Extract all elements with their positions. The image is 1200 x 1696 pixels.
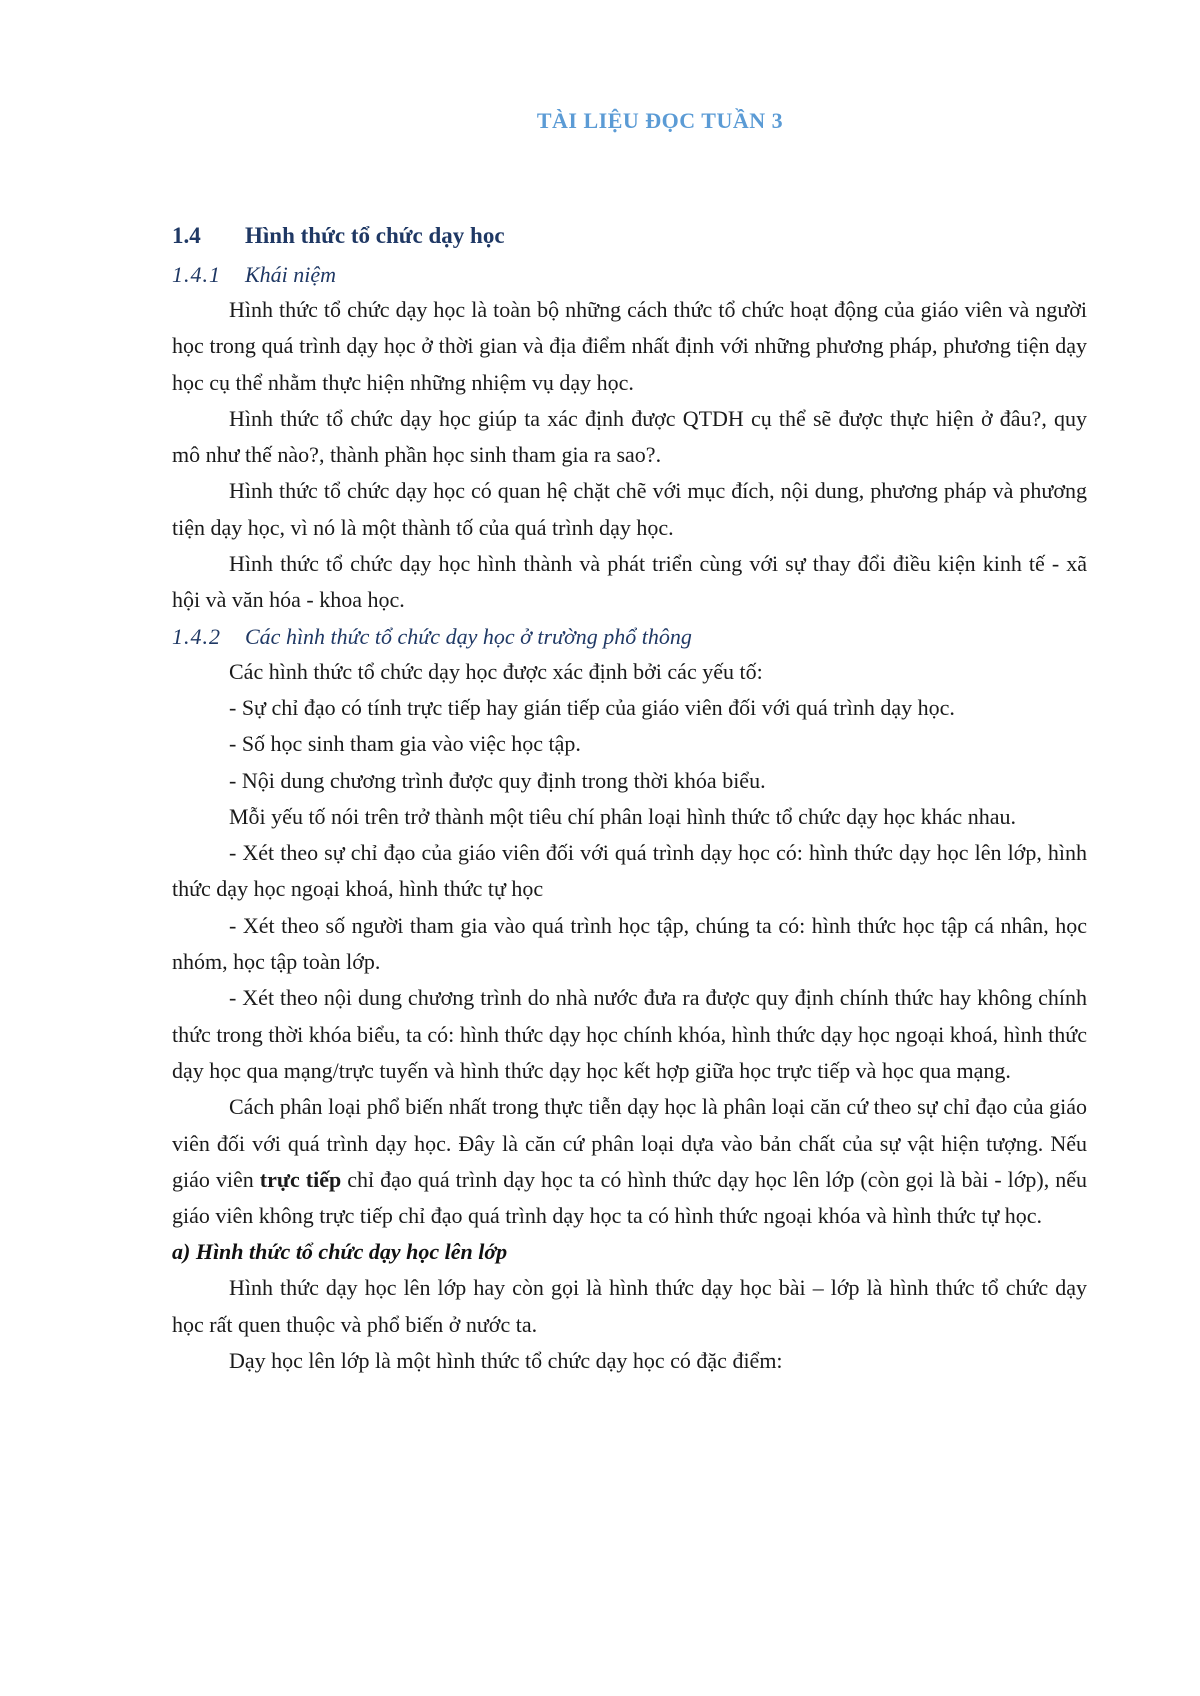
section-heading: [172, 219, 1087, 253]
bullet-item: - Nội dung chương trình được quy định trong thời khóa biểu.: [229, 767, 766, 793]
subsection-number: 1.4.1: [172, 262, 221, 287]
bullet-item: - Số học sinh tham gia vào việc học tập.: [229, 731, 581, 757]
document-title: TÀI LIỆU ĐỌC TUẦN 3: [536, 108, 784, 133]
emphasis-text: trực tiếp: [259, 1166, 342, 1192]
bullet-item: - Sự chỉ đạo có tính trực tiếp hay gián tiếp của giáo viên đối với quá trình dạy học.: [229, 694, 955, 720]
subheading-a: a) Hình thức tổ chức dạy học lên lớp: [172, 1239, 508, 1265]
paragraph: Hình thức tổ chức dạy học là toàn bộ những cách thức tổ chức hoạt động của giáo viên và người học trong quá trình dạy học ở thời gian và địa điểm nhất định với những phương pháp, phương tiện dạy học cụ thể nhằm thực hiện những nhiệm vụ dạy học.: [172, 297, 1087, 395]
subsection-title: Các hình thức tổ chức dạy học ở trường phổ thông: [245, 623, 692, 649]
paragraph: Hình thức tổ chức dạy học giúp ta xác định được QTDH cụ thể sẽ được thực hiện ở đâu?, quy mô như thế nào?, thành phần học sinh tham gia ra sao?.: [172, 405, 1087, 468]
text-run: chỉ đạo quá trình dạy học ta có hình thức dạy học lên lớp (còn gọi là bài - lớp), nếu giáo viên không trực tiếp chỉ đạo quá trình dạy học ta có hình thức ngoại khóa và hình thức tự học.: [172, 1166, 1087, 1229]
paragraph: Hình thức tổ chức dạy học có quan hệ chặt chẽ với mục đích, nội dung, phương pháp và phương tiện dạy học, vì nó là một thành tố của quá trình dạy học.: [172, 478, 1087, 540]
document-body: [172, 219, 1087, 1379]
subsection-number: 1.4.2: [172, 623, 221, 649]
classification-paragraph: [172, 1089, 1087, 1234]
subsection-heading-2: [172, 619, 1087, 654]
paragraph: Dạy học lên lớp là một hình thức tổ chức dạy học có đặc điểm:: [229, 1348, 783, 1374]
paragraph: Các hình thức tổ chức dạy học được xác định bởi các yếu tố:: [229, 658, 763, 684]
section-number: 1.4: [172, 223, 201, 248]
bullet-item: - Xét theo sự chỉ đạo của giáo viên đối với quá trình dạy học có: hình thức dạy học lên lớp, hình thức dạy học ngoại khoá, hình thức tự học: [172, 840, 1087, 902]
subsection-heading-1: [172, 257, 1087, 292]
subsection-title: Khái niệm: [245, 262, 337, 287]
section-title: Hình thức tổ chức dạy học: [245, 223, 505, 248]
paragraph: Hình thức tổ chức dạy học hình thành và phát triển cùng với sự thay đổi điều kiện kinh tế - xã hội và văn hóa - khoa học.: [172, 551, 1087, 613]
bullet-item: - Xét theo số người tham gia vào quá trình học tập, chúng ta có: hình thức học tập cá nhân, học nhóm, học tập toàn lớp.: [172, 912, 1087, 975]
paragraph: Mỗi yếu tố nói trên trở thành một tiêu chí phân loại hình thức tổ chức dạy học khác nhau.: [229, 803, 1016, 829]
text-run: Cách phân loại phổ biến nhất trong thực tiễn dạy học là phân loại căn cứ theo sự chỉ đạo của giáo viên đối với quá trình dạy học. Đây là căn cứ phân loại dựa vào bản chất của sự vật hiện tượng. Nếu giáo viên: [172, 1094, 1087, 1192]
paragraph: Hình thức dạy học lên lớp hay còn gọi là hình thức dạy học bài – lớp là hình thức tổ chức dạy học rất quen thuộc và phổ biến ở nước ta.: [172, 1275, 1087, 1337]
bullet-item: - Xét theo nội dung chương trình do nhà nước đưa ra được quy định chính thức hay không chính thức trong thời khóa biểu, ta có: hình thức dạy học chính khóa, hình thức dạy học ngoại khoá, hình thức dạy học qua mạng/trực tuyến và hình thức dạy học kết hợp giữa học trực tiếp và học qua mạng.: [172, 985, 1087, 1083]
